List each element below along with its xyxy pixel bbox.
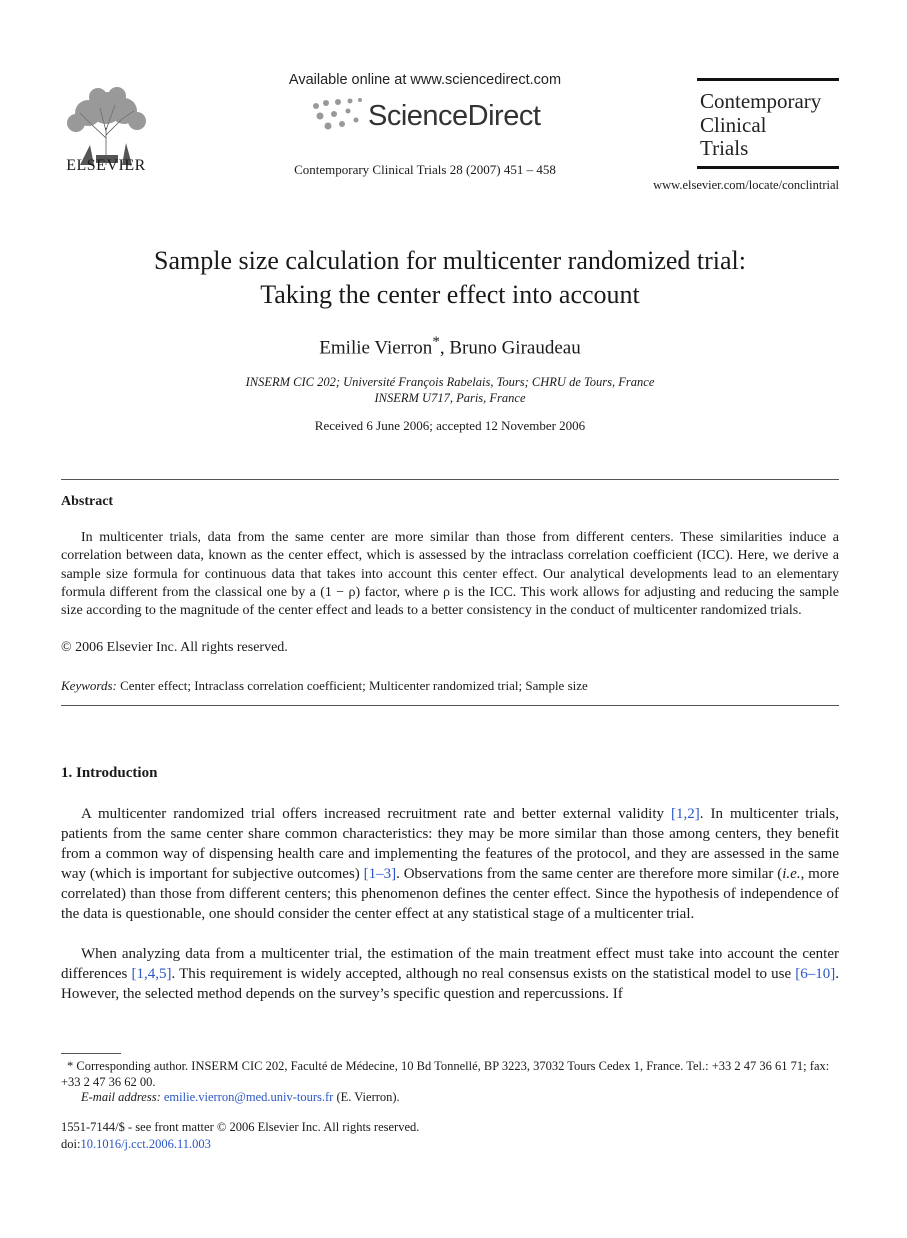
paragraph-text: . However, the selected method depends on the survey’s specific question and repercussions. If (61, 966, 840, 1002)
paragraph-text: , more correlated) than those from different centers; this phenomenon defines the center effect. Since the hypothesis of independence of the data is questionable, one should consider the center effect at any statistical stage of a multicenter trial. (61, 866, 839, 922)
paragraph-text: . Observations from the same center are therefore more similar ( (396, 866, 783, 882)
article-title-line: Sample size calculation for multicenter randomized trial: (154, 246, 746, 275)
doi-prefix: doi: (61, 1137, 81, 1151)
email-link[interactable]: emilie.vierron@med.univ-tours.fr (163, 1090, 334, 1104)
paragraph (61, 804, 839, 924)
section-heading: 1. Introduction (61, 765, 158, 781)
paragraph-text: When analyzing data from a multicenter trial, the estimation of the main treatment effect must take into account the center differences (61, 946, 839, 982)
divider (61, 705, 839, 706)
citation-link[interactable]: [1–3] (363, 866, 397, 882)
abstract-heading: Abstract (61, 494, 114, 509)
keywords-label: Keywords: (61, 678, 117, 693)
paragraph (61, 944, 839, 1004)
keywords (61, 678, 588, 694)
received-dates: Received 6 June 2006; accepted 12 November 2006 (314, 418, 586, 433)
email-label: E-mail address: (81, 1090, 161, 1104)
divider (61, 479, 839, 480)
paragraph-text: i.e. (782, 866, 801, 882)
sciencedirect-availability: Available online at www.sciencedirect.com (288, 72, 562, 88)
journal-citation: Contemporary Clinical Trials 28 (2007) 451 – 458 (294, 162, 556, 177)
affiliation: INSERM CIC 202; Université François Rabelais, Tours; CHRU de Tours, France (245, 375, 655, 389)
citation-link[interactable]: [6–10] (795, 966, 836, 982)
abstract-text: In multicenter trials, data from the same center are more similar than those from different centers. These similarities induce a correlation between data, known as the center effect, which is assessed by the intraclass correlation coefficient (ICC). Here, we derive a sample size formula for continuous data that takes into account this center effect. Our analytical developments lead to an elementary formula different from the classical one by a (1 − ρ) factor, where ρ is the ICC. This work allows for adjusting and reducing the sample size according to the magnitude of the center effect and leads to a better consistency in the conduct of multicenter randomized trials. (61, 530, 839, 619)
article-title-line: Taking the center effect into account (260, 280, 640, 309)
journal-title-rule (697, 166, 839, 169)
doi-link[interactable]: 10.1016/j.cct.2006.11.003 (80, 1137, 211, 1151)
issn-line: 1551-7144/$ - see front matter © 2006 Elsevier Inc. All rights reserved. (61, 1120, 420, 1134)
paragraph-text: . This requirement is widely accepted, although no real consensus exists on the statistical model to use (171, 966, 796, 982)
journal-title-rules (697, 78, 839, 84)
publisher-name: ELSEVIER (66, 157, 146, 174)
article-title (60, 244, 840, 312)
journal-url[interactable]: www.elsevier.com/locate/conclintrial (653, 178, 839, 192)
journal-title (700, 90, 821, 161)
author-list (60, 334, 840, 359)
citation-link[interactable]: [1,2] (671, 806, 700, 822)
paragraph-text: . In multicenter trials, patients from the same center share common characteristics: they may be more similar than those among centers, they benefit from a common way of dispensing health care and implementing the features of the protocol, and they are assessed in the same way (which is important for subjective outcomes) (61, 806, 840, 882)
email-owner: (E. Vierron). (333, 1090, 400, 1104)
sciencedirect-logo-text: ScienceDirect (368, 100, 541, 132)
citation-link[interactable]: [1,4,5] (131, 966, 172, 982)
corresponding-author-mark[interactable]: * (432, 334, 440, 350)
footnote-rule (61, 1053, 121, 1054)
keywords-list: Center effect; Intraclass correlation coefficient; Multicenter randomized trial; Sample size (120, 678, 588, 693)
doi-line (61, 1137, 211, 1152)
author-separator: , (439, 337, 450, 359)
journal-title-line: Clinical (700, 112, 767, 137)
sciencedirect-dots-icon (308, 96, 368, 134)
author-name[interactable]: Emilie Vierron (319, 337, 433, 359)
corresponding-footnote: * Corresponding author. INSERM CIC 202, Faculté de Médecine, 10 Bd Tonnellé, BP 3223, 37032 Tours Cedex 1, France. Tel.: +33 2 47 36 61 71; fax: +33 2 47 36 62 00. (61, 1059, 830, 1089)
abstract-copyright: © 2006 Elsevier Inc. All rights reserved. (61, 640, 288, 655)
journal-title-line: Contemporary (700, 89, 822, 113)
author-name[interactable]: Bruno Giraudeau (449, 337, 581, 359)
journal-title-line: Trials (700, 136, 749, 160)
paragraph-text: A multicenter randomized trial offers increased recruitment rate and better external validity (81, 806, 671, 822)
email-footnote (81, 1090, 400, 1105)
affiliation: INSERM U717, Paris, France (374, 391, 526, 405)
